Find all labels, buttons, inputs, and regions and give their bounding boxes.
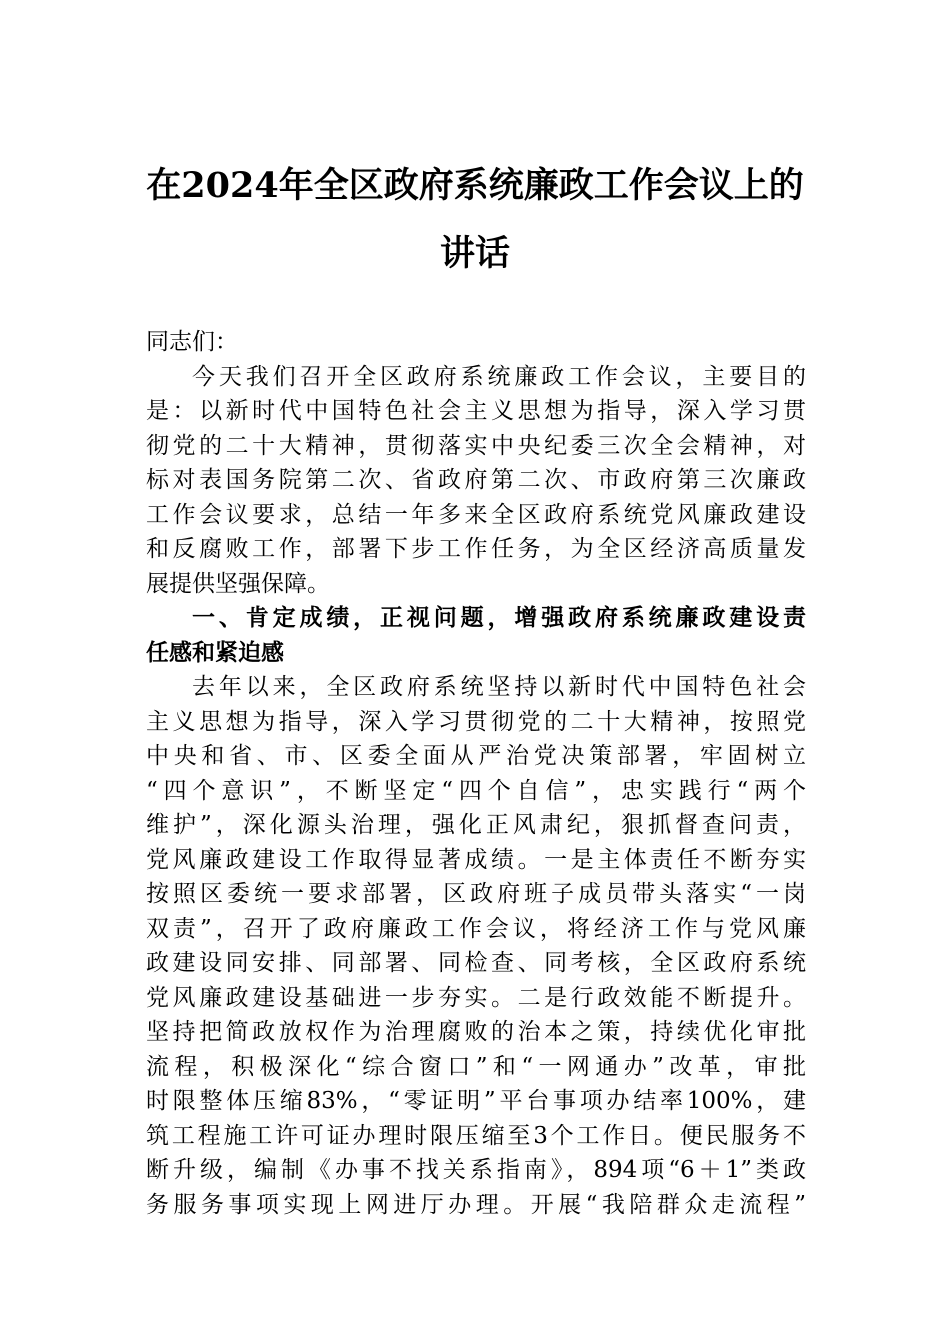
section-heading-line: 任感和紧迫感 bbox=[146, 639, 284, 666]
paragraph-line: 党风廉政建设基础进一步夯实。二是行政效能不断提升。 bbox=[146, 984, 806, 1011]
paragraph-line: 务服务事项实现上网进厅办理。开展“我陪群众走流程” bbox=[146, 1191, 806, 1218]
paragraph-line: 坚持把简政放权作为治理腐败的治本之策，持续优化审批 bbox=[146, 1019, 806, 1045]
paragraph-line: 展提供坚强保障。 bbox=[146, 570, 330, 597]
paragraph-line: 筑工程施工许可证办理时限压缩至3个工作日。便民服务不 bbox=[146, 1122, 806, 1149]
paragraph-intro bbox=[146, 360, 806, 602]
paragraph-line: 和反腐败工作，部署下步工作任务，为全区经济高质量发 bbox=[146, 536, 806, 562]
paragraph-line: 双责”，召开了政府廉政工作会议，将经济工作与党风廉 bbox=[146, 915, 806, 942]
section-heading-line: 一、肯定成绩，正视问题，增强政府系统廉政建设责 bbox=[192, 605, 806, 631]
paragraph-line: 按照区委统一要求部署，区政府班子成员带头落实“一岗 bbox=[146, 881, 806, 907]
paragraph-line: 标对表国务院第二次、省政府第二次、市政府第三次廉政 bbox=[146, 467, 806, 493]
paragraph-line: 流程，积极深化“综合窗口”和“一网通办”改革，审批 bbox=[146, 1053, 806, 1080]
document-title-line-2: 讲话 bbox=[439, 233, 510, 274]
paragraph-line: 主义思想为指导，深入学习贯彻党的二十大精神，按照党 bbox=[146, 708, 806, 735]
paragraph-line: 今天我们召开全区政府系统廉政工作会议，主要目的 bbox=[192, 363, 806, 390]
paragraph-line: 维护”，深化源头治理，强化正风肃纪，狠抓督查问责， bbox=[146, 812, 806, 838]
section-heading bbox=[146, 601, 806, 670]
paragraph-line: “四个意识”，不断坚定“四个自信”，忠实践行“两个 bbox=[146, 777, 806, 804]
paragraph-line: 政建设同安排、同部署、同检查、同考核，全区政府系统 bbox=[146, 950, 806, 976]
paragraph-line: 彻党的二十大精神，贯彻落实中央纪委三次全会精神，对 bbox=[146, 432, 806, 459]
paragraph-line: 断升级，编制《办事不找关系指南》，894项“6＋1”类政 bbox=[146, 1157, 806, 1183]
salutation: 同志们： bbox=[146, 329, 238, 355]
paragraph-achievements bbox=[146, 670, 806, 1222]
paragraph-line: 工作会议要求，总结一年多来全区政府系统党风廉政建设 bbox=[146, 501, 806, 528]
paragraph-line: 去年以来，全区政府系统坚持以新时代中国特色社会 bbox=[192, 674, 806, 700]
paragraph-line: 时限整体压缩83%，“零证明”平台事项办结率100%，建 bbox=[146, 1088, 806, 1114]
paragraph-line: 党风廉政建设工作取得显著成绩。一是主体责任不断夯实 bbox=[146, 846, 806, 873]
document-title-line-1: 在2024年全区政府系统廉政工作会议上的 bbox=[146, 165, 804, 206]
document-body bbox=[146, 325, 806, 1222]
paragraph-line: 中央和省、市、区委全面从严治党决策部署，牢固树立 bbox=[146, 743, 806, 769]
paragraph-line: 是：以新时代中国特色社会主义思想为指导，深入学习贯 bbox=[146, 398, 806, 424]
